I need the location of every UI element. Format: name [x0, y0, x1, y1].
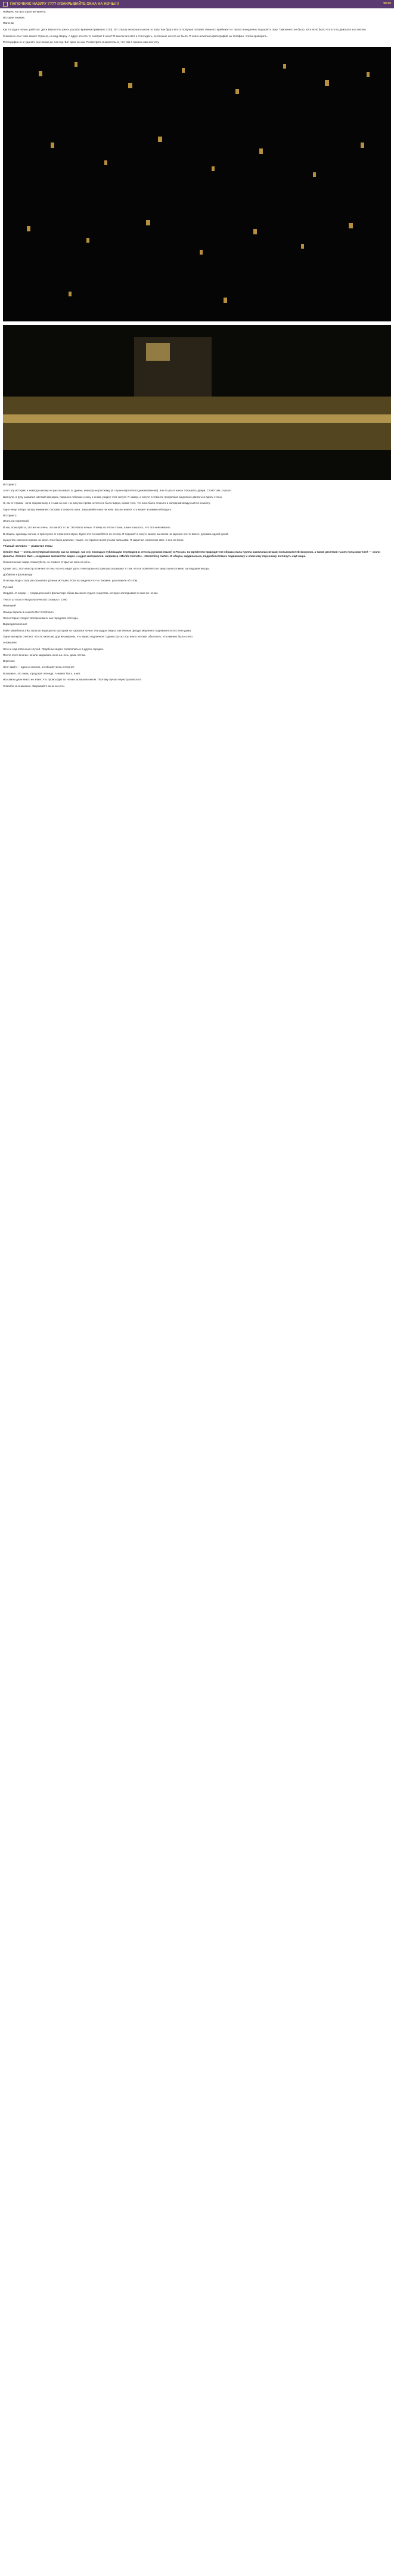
closing-paragraph: Возможно, это лишь городская легенда. А может быть, и нет.: [3, 671, 81, 675]
story3-heading: История 3: [3, 514, 17, 518]
story1-subheading: Папочки: [3, 22, 14, 26]
addendum-paragraph: Немецкий: [3, 604, 16, 608]
story2-paragraph: Одно чему теперь прошу внимания: поставьте сетку на окна. Закрывайте окна на ночь. Вы не знаете, кто может за ними наблюдать.: [3, 508, 172, 511]
dark-section-lead: Slender Man — очень популярный монстр как на Западе, так и (с помощью публикации переводов в сети на русском языке) в России. Со временем прародителя образа стала группа различных веками пользователей-форумов, а также десятков тысяч пользователей — стали фанаты «Slender Man», создавшие множество видео и аудио материалов, например «Marble Hornets», «Something Awful». В общем, кардинально, подробностями и подвижному и опасному персонажу взглянуть ещё шире.: [3, 550, 380, 558]
folder-icon: [3, 2, 8, 7]
story1-heading: История первая.: [3, 16, 25, 20]
addendum-paragraph: Жердяй, от жерди — традиционный в фольклоре образ высокого худого существа, которое заглядывает в окна по ночам.: [3, 592, 159, 595]
addendum-paragraph: Поэтому люди стали рассказывать разные истории. Если вы видели что-то похожее, расскажите об этом.: [3, 579, 138, 583]
addendum-quote: Текст из книги «Мифологический словарь», 1990: [3, 597, 67, 601]
intro-text: Найдено на просторах интернета.: [3, 10, 46, 13]
story1-paragraph: Фотографии я не удалял, они лежат до сих пор. Вот одна из них. Посмотрите внимательно, что там в правом нижнем углу.: [3, 41, 160, 44]
story3-paragraph: В общем, однажды ночью, я проснулся от странного звука. Будто кто-то скребётся по стеклу. Я подошёл к окну и замер: за окном на карнизе кто-то висел, держась одной рукой.: [3, 532, 229, 535]
video-heading: Видеодополнение: [3, 623, 27, 626]
closing-paragraph: На самом деле никто не знает, что происходит по ночам за вашим окном. Поэтому лучше перестраховаться.: [3, 678, 142, 682]
addendum-paragraph: Эти истории следует воспринимать как городские легенды.: [3, 617, 79, 620]
window-ledge-photo[interactable]: [3, 325, 391, 480]
thread-title: ПАПОЧКИ/С НАЗУРУ ???? !!/ЗАКРЫВАЙТЕ ОКНА НА НОЧЬ!!!!: [10, 2, 119, 6]
thread-header: [0, 0, 394, 8]
story3-paragraph: И как, пожалуйста, это же не очень, это же вот я так. Это было ночью. Я живу на пятом этаже, и мне казалось, что это невозможно.: [3, 526, 171, 530]
dark-section-paragraph: Кроме того, этот монстр отличается тем, что его видят дети. Некоторые истории рассказывают о том, что он появляется в окнах многоэтажек, заглядывая внутрь.: [3, 567, 210, 570]
addendum-paragraph: Русский: [3, 585, 14, 589]
video-paragraph: Файл slaterlivx03.mkv записан видеорегистратором на парковке ночью. На кадрах видно, как тёмная фигура медленно поднимается по стене дома.: [3, 628, 192, 632]
story1-paragraph: Как то ходил ночью, работал. Дети Внизопоть уже и утро (по времени примерно 3:00). Тут слышу несколько шагов по полу. Как будто кто-то получше ползает. Немного прибежал от такого я медленно подошёл к окну. Там ничего не было, хотя ясно было что кто-то двигался за стеклом.: [3, 28, 367, 32]
night-window-photo[interactable]: [3, 47, 391, 321]
story2-paragraph: А вот эту историю я никогда никому не рассказывал, и, думаю, никогда не расскажу (в случае вероятного дежавю/менее). Как-то раз я начал открывать двери. Стоял там, слушал.: [3, 489, 232, 493]
post-content: [0, 8, 394, 702]
story2-paragraph: О, ем от страха - ночи подоконнику и я сам на них. На рисунке прямо ничего не было видно, кроме того, что окно было открыто и холодный воздух шёл в комнату.: [3, 501, 211, 505]
dark-section-paragraph: Сознательные люди, пожалуйста, не ставьте открытые окна на ночь.: [3, 561, 91, 564]
closing-paragraph: Спасибо за внимание. Закрывайте окна на ночь.: [3, 684, 66, 688]
story3-paragraph: Существо смотрело прямо на меня. Оно было длинное, тощее, со странно вытянутыми пальцами. Я закричал и включил свет, и оно исчезло.: [3, 538, 184, 542]
story3-subheading: Лезть на горничкой.: [3, 520, 30, 524]
anomaly-heading: Аномалия: [3, 641, 17, 645]
closing-paragraph: Этот файл — один из многих, он обошёл весь интернет.: [3, 665, 75, 669]
story1-paragraph: Снимок в ночи тоже может странно, на вид сверху. А вдруг это кто-то смотрит в окно? Я выключил свет и стал ждать, но больше ничего не было. Я снял несколько фотографий на телефон, чтобы проверить.: [3, 34, 268, 38]
anomaly-paragraph: После этого многие начали закрывать окна на ночь, даже летом.: [3, 654, 86, 657]
dark-section-heading: Тёмный человек — развитие темы: [3, 544, 53, 548]
story2-paragraph: Шагнули, в руку захватил жёсткий фонарик, подошел поближе к окну и снова увидел этот силуэт. Я замер, а силуэт в темноте продолжал медленно двигаться вдоль стены.: [3, 495, 223, 499]
story2-heading: История 2: [3, 483, 17, 487]
closing-heading: Впрочем: [3, 660, 15, 663]
anomaly-paragraph: Это не единственный случай. Подобные видео появлялись и в других городах.: [3, 647, 104, 651]
addendum-paragraph: Немцы верили в некоего Der Großmann.: [3, 610, 55, 614]
video-paragraph: Одни эксперты считают, что это монтаж, другие уверены, что видео подлинное. Однако до сих пор никто не смог объяснить, что именно было снято.: [3, 635, 194, 639]
post-end-spacer: [3, 691, 391, 702]
addendum-heading: Добавлю к фольклору: [3, 573, 33, 577]
post-counter: 90:00: [383, 2, 391, 6]
